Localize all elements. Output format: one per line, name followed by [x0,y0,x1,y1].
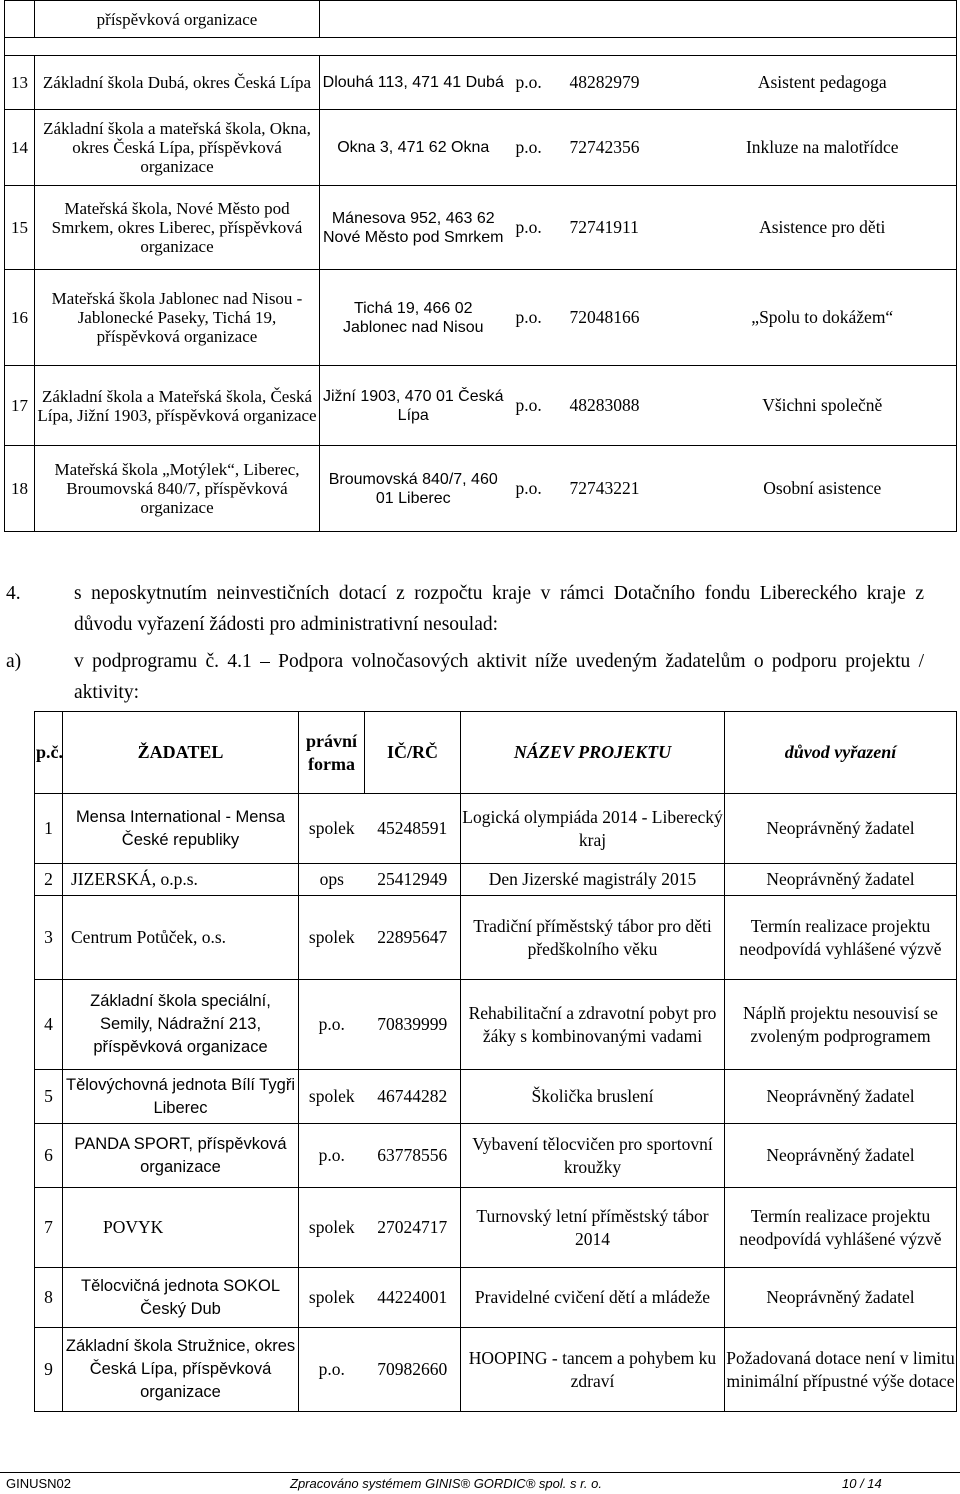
cell-reason: Neoprávněný žadatel [725,1268,957,1328]
footer-code: GINUSN02 [6,1476,72,1491]
header-form: právní forma [299,712,365,794]
cell-num: 2 [35,864,63,896]
cell-num: 14 [5,110,35,186]
cell-project: Osobní asistence [763,478,882,498]
table-row [5,186,957,270]
table-row [35,1328,957,1412]
cell-form: p.o. [515,72,542,92]
cell-project: Asistence pro děti [759,217,886,237]
cell-name: Základní škola a Mateřská škola, Česká Lípa, Jižní 1903, příspěvková organizace [35,366,320,446]
cell-form: p.o. [515,307,542,327]
table-row [5,1,957,38]
cell-ic: 46744282 [365,1070,461,1124]
cell-applicant: Tělovýchovná jednota Bílí Tygři Liberec [63,1070,299,1124]
cell-num: 15 [5,186,35,270]
cell-form: p.o. [299,1328,365,1412]
cell-form: p.o. [515,478,542,498]
cell-reason: Termín realizace projektu neodpovídá vyhlášené výzvě [725,896,957,980]
cell-project: Turnovský letní příměstský tábor 2014 [461,1188,725,1268]
table-header-row [35,712,957,794]
cell-form: ops [299,864,365,896]
cell-reason: Náplň projektu nesouvisí se zvoleným podprogramem [725,980,957,1070]
cell-ic: 63778556 [365,1124,461,1188]
cell-form: p.o. [299,1124,365,1188]
cell-num [5,1,35,38]
cell-applicant: Mensa International - Mensa České republiky [63,794,299,864]
table-row [35,896,957,980]
header-applicant: ŽADATEL [63,712,299,794]
cell-project: Vybavení tělocvičen pro sportovní kroužky [461,1124,725,1188]
cell-ic: 27024717 [365,1188,461,1268]
cell-num: 9 [35,1328,63,1412]
cell-ic: 72741911 [569,217,639,237]
table-row [35,1070,957,1124]
rejected-table [34,711,957,1412]
cell-num: 4 [35,980,63,1070]
cell-project: Logická olympiáda 2014 - Liberecký kraj [461,794,725,864]
header-num: p.č. [35,712,63,794]
table-row [35,1188,957,1268]
cell-project: HOOPING - tancem a pohybem ku zdraví [461,1328,725,1412]
cell-name: Mateřská škola „Motýlek“, Liberec, Broumovská 840/7, příspěvková organizace [35,446,320,532]
cell-reason: Neoprávněný žadatel [725,1124,957,1188]
table-row [35,864,957,896]
cell-reason: Neoprávněný žadatel [725,1070,957,1124]
cell-reason: Termín realizace projektu neodpovídá vyhlášené výzvě [725,1188,957,1268]
cell-project: „Spolu to dokážem“ [751,307,894,327]
cell-address: Broumovská 840/7, 460 01 Liberec [320,446,507,532]
table-row [5,110,957,186]
cell-ic: 72048166 [569,307,640,327]
cell-num: 7 [35,1188,63,1268]
subsection-text: v podprogramu č. 4.1 – Podpora volnočasových aktivit níže uvedeným žadatelům o podporu projektu / aktivity: [74,651,924,703]
top-table [4,0,957,532]
cell-address: Dlouhá 113, 471 41 Dubá [320,56,507,110]
cell-project: Den Jizerské magistrály 2015 [461,864,725,896]
cell-name: Základní škola a mateřská škola, Okna, okres Česká Lípa, příspěvková organizace [35,110,320,186]
cell-project: Asistent pedagoga [757,72,887,92]
cell-num: 6 [35,1124,63,1188]
table-row [35,1268,957,1328]
cell-form: spolek [299,1268,365,1328]
cell-form: p.o. [299,980,365,1070]
section-number: 4. [6,583,21,604]
cell-form: spolek [299,794,365,864]
cell-ic: 70839999 [365,980,461,1070]
cell-applicant: Centrum Potůček, o.s. [63,896,299,980]
page-footer [0,1472,960,1491]
cell-num: 17 [5,366,35,446]
cell-applicant: PANDA SPORT, příspěvková organizace [63,1124,299,1188]
cell-form: spolek [299,1070,365,1124]
cell-num: 16 [5,270,35,366]
cell-num: 8 [35,1268,63,1328]
cell-applicant: POVYK [63,1188,299,1268]
cell-form: p.o. [515,395,542,415]
cell-num: 3 [35,896,63,980]
table-row [35,980,957,1070]
footer-generated: Zpracováno systémem GINIS® GORDIC® spol. s r. o. [290,1476,602,1491]
cell-applicant: Základní škola Stružnice, okres Česká Lípa, příspěvková organizace [63,1328,299,1412]
cell-num: 5 [35,1070,63,1124]
cell-project: Pravidelné cvičení dětí a mládeže [461,1268,725,1328]
cell-address: Jižní 1903, 470 01 Česká Lípa [320,366,507,446]
cell-reason: Neoprávněný žadatel [725,794,957,864]
cell-project: Všichni společně [762,395,883,415]
table-row [5,270,957,366]
cell-form: p.o. [515,137,542,157]
cell-name: Mateřská škola Jablonec nad Nisou - Jablonecké Paseky, Tichá 19, příspěvková organizace [35,270,320,366]
cell-ic: 70982660 [365,1328,461,1412]
cell-applicant: Tělocvičná jednota SOKOL Český Dub [63,1268,299,1328]
cell-ic: 44224001 [365,1268,461,1328]
cell-project: Inkluze na malotřídce [745,137,899,157]
header-reason: důvod vyřazení [725,712,957,794]
subsection-label: a) [6,651,22,672]
header-ic: IČ/RČ [365,712,461,794]
cell-form: spolek [299,1188,365,1268]
page-number: 10 / 14 [842,1476,882,1491]
cell-project: Tradiční příměstský tábor pro děti předškolního věku [461,896,725,980]
cell-ic: 48283088 [569,395,640,415]
cell-address: Tichá 19, 466 02 Jablonec nad Nisou [320,270,507,366]
cell-applicant: Základní škola speciální, Semily, Nádražní 213, příspěvková organizace [63,980,299,1070]
cell-address: Okna 3, 471 62 Okna [320,110,507,186]
cell-reason: Požadovaná dotace není v limitu minimální přípustné výše dotace [725,1328,957,1412]
table-row [35,794,957,864]
table-row [5,446,957,532]
cell-form: p.o. [515,217,542,237]
cell-reason: Neoprávněný žadatel [725,864,957,896]
cell-project: Rehabilitační a zdravotní pobyt pro žáky s kombinovanými vadami [461,980,725,1070]
cell-ic: 48282979 [569,72,640,92]
table-row [35,1124,957,1188]
table-row [5,56,957,110]
cell-ic: 72742356 [569,137,640,157]
cell-num: 13 [5,56,35,110]
cell-ic: 22895647 [365,896,461,980]
cell-address: Mánesova 952, 463 62 Nové Město pod Smrkem [320,186,507,270]
header-project: NÁZEV PROJEKTU [461,712,725,794]
cell-name: Základní škola Dubá, okres Česká Lípa [35,56,320,110]
cell-applicant: JIZERSKÁ, o.p.s. [63,864,299,896]
table-row [5,366,957,446]
cell-ic: 72743221 [569,478,640,498]
cell-num: 18 [5,446,35,532]
cell-project: Školička bruslení [461,1070,725,1124]
cell-name: Mateřská škola, Nové Město pod Smrkem, okres Liberec, příspěvková organizace [35,186,320,270]
cell-name-cont: příspěvková organizace [35,1,320,38]
section-text: s neposkytnutím neinvestičních dotací z rozpočtu kraje v rámci Dotačního fondu Libereckého kraje z důvodu vyřazení žádosti pro administrativní nesoulad: [74,583,924,635]
cell-num: 1 [35,794,63,864]
cell-ic: 45248591 [365,794,461,864]
cell-ic: 25412949 [365,864,461,896]
cell-form: spolek [299,896,365,980]
